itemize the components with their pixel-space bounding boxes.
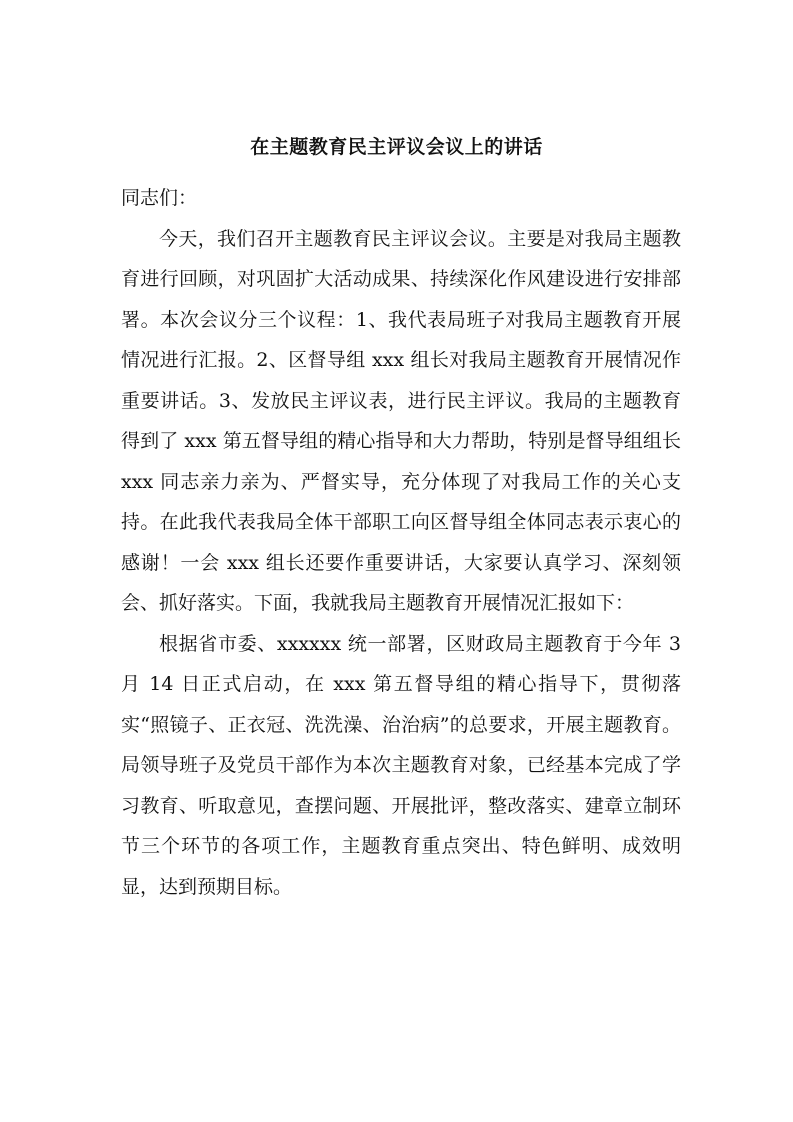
salutation: 同志们： (121, 187, 198, 209)
paragraph-2: 根据省市委、xxxxxx 统一部署，区财政局主题教育于今年 3 月 14 日正式启动，在 xxx 第五督导组的精心指导下，贯彻落实“照镜子、正衣冠、洗洗澡、治治病”的总要求，开展主题教育。局领导班子及党员干部作为本次主题教育对象，已经基本完成了学习教育、听取意见，查摆问题、开展批评，整改落实、建章立制环节三个环节的各项工作，主题教育重点突出、特色鲜明、成效明显，达到预期目标。 (121, 632, 681, 898)
paragraph-1: 今天，我们召开主题教育民主评议会议。主要是对我局主题教育进行回顾，对巩固扩大活动成果、持续深化作风建设进行安排部署。本次会议分三个议程：1、我代表局班子对我局主题教育开展情况进行汇报。2、区督导组 xxx 组长对我局主题教育开展情况作重要讲话。3、发放民主评议表，进行民主评议。我局的主题教育得到了 xxx 第五督导组的精心指导和大力帮助，特别是督导组组长 xxx 同志亲力亲为、严督实导，充分体现了对我局工作的关心支持。在此我代表我局全体干部职工向区督导组全体同志表示衷心的感谢！一会 xxx 组长还要作重要讲话，大家要认真学习、深刻领会、抓好落实。下面，我就我局主题教育开展情况汇报如下： (121, 227, 681, 614)
document-title: 在主题教育民主评议会议上的讲话 (250, 136, 543, 158)
document-body (121, 178, 681, 907)
